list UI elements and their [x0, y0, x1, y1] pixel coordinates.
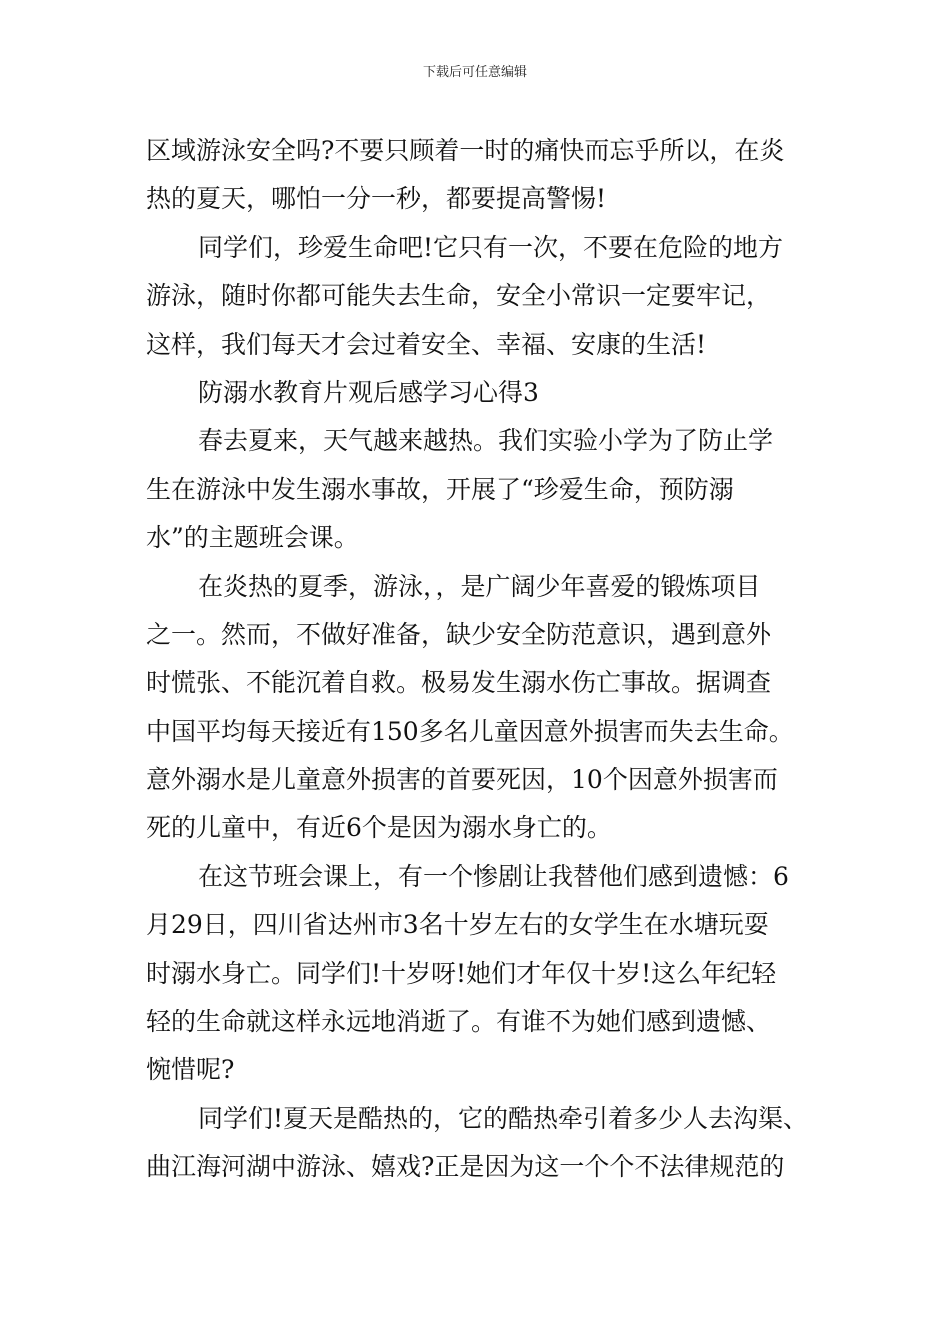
text-line-19: 轻的生命就这样永远地消逝了。有谁不为她们感到遗憾、	[146, 1007, 772, 1037]
text-line-20: 惋惜呢?	[146, 1055, 235, 1085]
text-line-22: 曲江海河湖中游泳、嬉戏?正是因为这一个个不法律规范的	[146, 1152, 785, 1182]
text-line-17: 月29日，四川省达州市3名十岁左右的女学生在水塘玩耍	[146, 910, 769, 940]
text-line-16: 在这节班会课上，有一个惨剧让我替他们感到遗憾：6	[198, 861, 789, 891]
text-line-2: 热的夏天，哪怕一分一秒，都要提高警惕!	[146, 184, 607, 214]
text-line-14: 意外溺水是儿童意外损害的首要死因，10个因意外损害而	[146, 765, 778, 795]
text-line-4: 游泳，随时你都可能失去生命，安全小常识一定要牢记，	[146, 281, 772, 311]
text-line-13: 中国平均每天接近有150多名儿童因意外损害而失去生命。	[146, 716, 794, 746]
document-body	[146, 127, 836, 1192]
text-line-11: 之一。然而，不做好准备，缺少安全防范意识，遇到意外	[146, 619, 772, 649]
text-line-21: 同学们!夏天是酷热的，它的酷热牵引着多少人去沟渠、	[198, 1103, 809, 1133]
text-line-10: 在炎热的夏季，游泳，，是广阔少年喜爱的锻炼项目	[198, 571, 761, 601]
text-line-8: 生在游泳中发生溺水事故，开展了“珍爱生命，预防溺	[146, 474, 734, 504]
text-line-1: 区域游泳安全吗?不要只顾着一时的痛快而忘乎所以，在炎	[146, 136, 785, 165]
text-line-12: 时慌张、不能沉着自救。极易发生溺水伤亡事故。据调查	[146, 668, 772, 698]
text-line-5: 这样，我们每天才会过着安全、幸福、安康的生活!	[146, 329, 707, 359]
text-line-3: 同学们，珍爱生命吧!它只有一次，不要在危险的地方	[198, 232, 784, 262]
page-header: 下载后可任意编辑	[422, 65, 527, 80]
text-line-9: 水”的主题班会课。	[146, 523, 359, 553]
text-line-7: 春去夏来，天气越来越热。我们实验小学为了防止学	[198, 426, 774, 456]
section-heading: 防溺水教育片观后感学习心得3	[198, 377, 539, 407]
text-line-18: 时溺水身亡。同学们!十岁呀!她们才年仅十岁!这么年纪轻	[146, 958, 777, 988]
text-line-15: 死的儿童中，有近6个是因为溺水身亡的。	[146, 813, 612, 843]
